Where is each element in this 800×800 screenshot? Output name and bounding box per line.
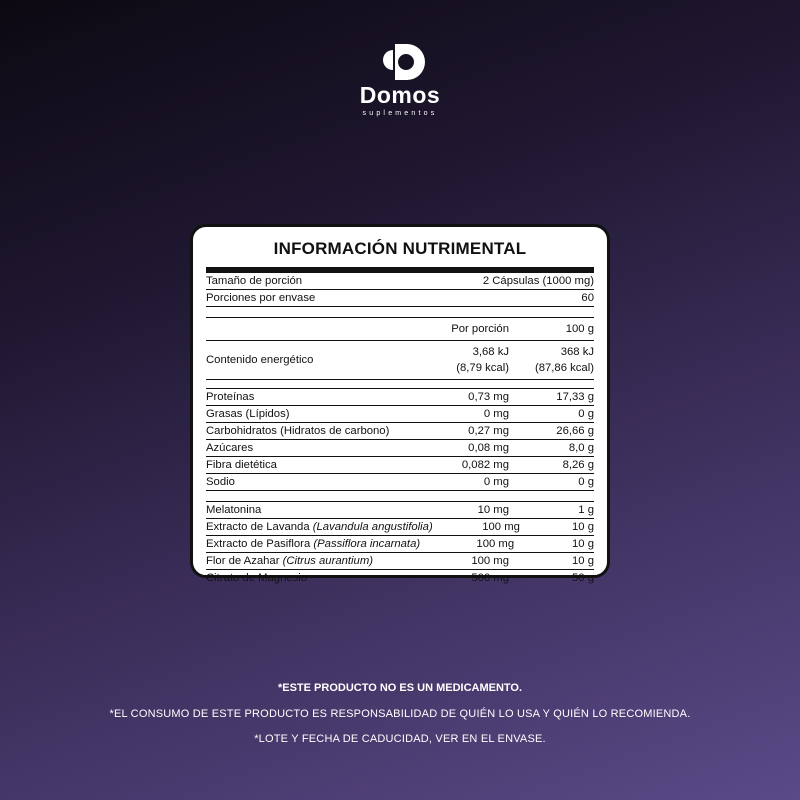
nutrient-serving: 0 mg <box>483 408 509 420</box>
ingredient-name: Extracto de Lavanda (Lavandula angustifolia) <box>206 521 433 533</box>
disclaimer-lot-expiry: *LOTE Y FECHA DE CADUCIDAD, VER EN EL ENVASE. <box>254 733 546 745</box>
nutrient-serving: 0,73 mg <box>468 391 509 403</box>
servings-row <box>206 290 594 307</box>
ingredient-name: Extracto de Pasiflora (Passiflora incarnata) <box>206 538 421 550</box>
nutrient-per100: 26,66 g <box>556 425 594 437</box>
column-header-row <box>206 318 594 341</box>
ingredient-latin: (Lavandula angustifolia) <box>312 521 433 533</box>
ingredient-latin: (Citrus aurantium) <box>282 555 374 567</box>
brand-logo <box>0 42 800 117</box>
ingredient-name: Melatonina <box>206 504 262 516</box>
ingredient-row <box>206 570 594 586</box>
energy-serving <box>409 344 509 376</box>
nutrient-row <box>206 440 594 457</box>
ingredient-serving: 100 mg <box>476 538 515 550</box>
ingredient-name: Citrato de Magnesio <box>206 572 308 584</box>
capsule-d-icon <box>373 42 427 82</box>
nutrient-serving: 0,08 mg <box>468 442 509 454</box>
energy-label: Contenido energético <box>206 354 314 366</box>
ingredient-row <box>206 536 594 553</box>
nutrient-serving: 0 mg <box>483 476 509 488</box>
col-per-100: 100 g <box>565 323 594 335</box>
ingredient-serving: 10 mg <box>477 504 509 516</box>
nutrient-row <box>206 389 594 406</box>
divider <box>206 307 594 318</box>
ingredient-serving: 100 mg <box>482 521 520 533</box>
energy-kcal-serving: (8,79 kcal) <box>456 362 509 374</box>
energy-kj-serving: 3,68 kJ <box>472 346 509 358</box>
energy-kj-100: 368 kJ <box>560 346 594 358</box>
servings-label: Porciones por envase <box>206 292 316 304</box>
ingredient-per100: 50 g <box>572 572 594 584</box>
nutrient-serving: 0,082 mg <box>461 459 509 471</box>
nutrient-name: Proteínas <box>206 391 255 403</box>
nutrient-per100: 0 g <box>578 476 594 488</box>
nutrient-name: Azúcares <box>206 442 254 454</box>
ingredient-row <box>206 553 594 570</box>
nutrient-row <box>206 474 594 491</box>
ingredient-per100: 10 g <box>572 521 594 533</box>
ingredient-per100: 1 g <box>578 504 594 516</box>
serving-size-label: Tamaño de porción <box>206 275 303 287</box>
divider <box>206 491 594 502</box>
ingredient-serving: 100 mg <box>471 555 509 567</box>
disclaimer-not-medicine: *ESTE PRODUCTO NO ES UN MEDICAMENTO. <box>277 682 523 694</box>
nutrient-per100: 17,33 g <box>556 391 594 403</box>
servings-value: 60 <box>581 292 594 304</box>
col-per-serving: Por porción <box>451 323 509 335</box>
panel-title: INFORMACIÓN NUTRIMENTAL <box>273 239 527 258</box>
disclaimer-responsibility: *EL CONSUMO DE ESTE PRODUCTO ES RESPONSABILIDAD DE QUIÉN LO USA Y QUIÉN LO RECOMIENDA. <box>109 708 691 720</box>
nutrient-name: Carbohidratos (Hidratos de carbono) <box>206 425 390 437</box>
brand-name: Domos <box>359 82 441 108</box>
nutrient-per100: 0 g <box>578 408 594 420</box>
nutrient-per100: 8,26 g <box>562 459 594 471</box>
ingredient-name: Flor de Azahar (Citrus aurantium) <box>206 555 374 567</box>
nutrient-name: Sodio <box>206 476 235 488</box>
nutrient-row <box>206 406 594 423</box>
nutrient-row <box>206 423 594 440</box>
brand-tagline: suplementos <box>362 110 438 117</box>
nutrition-table <box>206 267 594 586</box>
nutrition-facts-panel <box>190 224 610 584</box>
serving-size-row <box>206 267 594 290</box>
energy-100 <box>509 344 594 376</box>
ingredient-serving: 500 mg <box>471 572 509 584</box>
nutrient-name: Grasas (Lípidos) <box>206 408 290 420</box>
energy-kcal-100: (87,86 kcal) <box>534 362 594 374</box>
nutrient-per100: 8,0 g <box>568 442 594 454</box>
ingredient-per100: 10 g <box>572 555 594 567</box>
ingredient-row <box>206 502 594 519</box>
ingredient-latin: (Passiflora incarnata) <box>313 538 421 550</box>
nutrient-row <box>206 457 594 474</box>
nutrient-serving: 0,27 mg <box>468 425 509 437</box>
ingredient-per100: 10 g <box>572 538 594 550</box>
divider <box>206 380 594 389</box>
nutrient-name: Fibra dietética <box>206 459 277 471</box>
energy-row <box>206 341 594 380</box>
serving-size-value: 2 Cápsulas (1000 mg) <box>482 275 594 287</box>
ingredient-row <box>206 519 594 536</box>
